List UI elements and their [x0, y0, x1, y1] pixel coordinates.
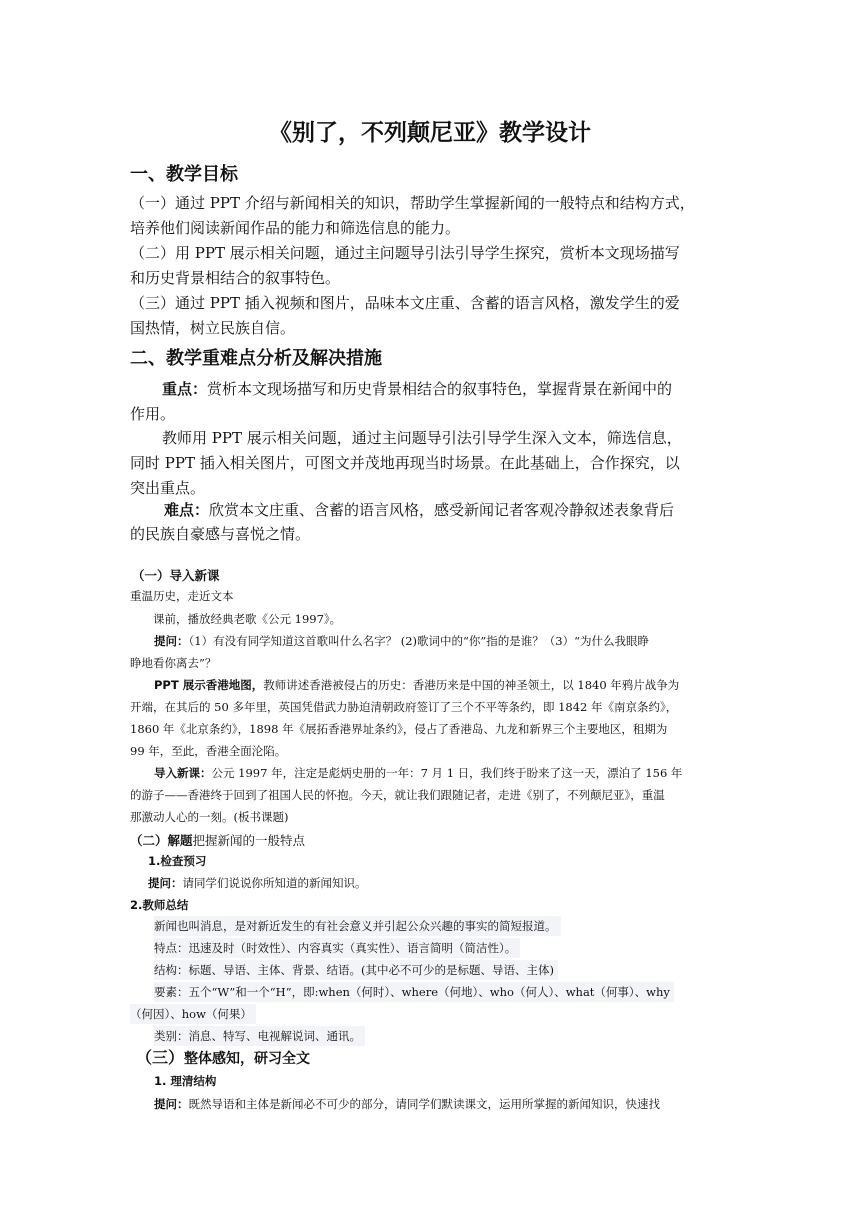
- new-lesson-line-3: 那激动人心的一刻。(板书课题): [130, 810, 289, 824]
- teacher-summary-heading: 2.教师总结: [130, 898, 189, 912]
- goal-line-3: （二）用 PPT 展示相关问题，通过主问题导引法引导学生探究，赏析本文现场描写: [130, 244, 680, 262]
- check-preview-heading: 1.检查预习: [148, 854, 207, 868]
- section-heading-goals: 一、教学目标: [130, 164, 238, 185]
- difficult-point-label: 难点：: [164, 501, 210, 519]
- new-lesson-label: 导入新课：: [154, 766, 212, 780]
- part1-question-line-1: [154, 633, 649, 649]
- key-point-line-2: 作用。: [130, 405, 176, 423]
- key-point-label: 重点：: [162, 380, 208, 398]
- difficult-point-line-1: [164, 499, 674, 520]
- part1-intro: 课前，播放经典老歌《公元 1997》。: [153, 612, 342, 626]
- new-lesson-line-2: 的游子——香港终于回到了祖国人民的怀抱。今天，就让我们跟随记者，走进《别了，不列颠尼亚》，重温: [130, 788, 665, 802]
- question-label: 提问：: [154, 634, 189, 648]
- summary-line-1: 新闻也叫消息，是对新近发生的有社会意义并引起公众兴趣的事实的简短报道。: [154, 916, 561, 936]
- ask-text: 请同学们说说你所知道的新闻知识。: [182, 876, 367, 890]
- part2-heading-prefix: （二）: [130, 833, 168, 848]
- ppt-text: 教师讲述香港被侵占的历史：香港历来是中国的神圣领土，以 1840 年鸦片战争为: [263, 678, 680, 692]
- summary-line-5: （何因）、how（何果）: [130, 1004, 256, 1024]
- goal-line-2: 培养他们阅读新闻作品的能力和筛选信息的能力。: [130, 219, 461, 237]
- part1-subheading: 重温历史，走近文本: [130, 589, 234, 603]
- ppt-line-2: 开端，在其后的 50 多年里，英国凭借武力胁迫清朝政府签订了三个不平等条约，即 1842 年《南京条约》，: [130, 700, 678, 714]
- part2-heading-bold: 解题: [167, 833, 193, 848]
- new-lesson-line-1: [154, 765, 682, 781]
- ask-line: [148, 875, 367, 891]
- ask-label: 提问：: [148, 876, 183, 890]
- question-text: （1）有没有同学知道这首歌叫什么名字？ (2)歌词中的“你”指的是谁？（3）“为什么我眼睁: [188, 634, 649, 648]
- section-heading-key-points: 二、教学重难点分析及解决措施: [130, 348, 382, 369]
- ppt-line-3: 1860 年《北京条约》，1898 年《展拓香港界址条约》，侵占了香港岛、九龙和新界三个主要地区，租期为: [130, 722, 668, 736]
- part3-question-label: 提问：: [154, 1097, 189, 1111]
- goal-line-4: 和历史背景相结合的叙事特色。: [130, 269, 341, 287]
- summary-line-3: 结构：标题、导语、主体、背景、结语。(其中必不可少的是标题、导语、主体): [154, 960, 558, 980]
- part3-heading-prefix: （三）: [136, 1048, 185, 1067]
- new-lesson-text: 公元 1997 年，注定是彪炳史册的一年：7 月 1 日，我们终于盼来了这一天，漂泊了 156 年: [211, 766, 683, 780]
- part1-heading: （一）导入新课: [132, 568, 220, 583]
- ppt-label: PPT 展示香港地图，: [154, 678, 264, 692]
- goal-line-1: （一）通过 PPT 介绍与新闻相关的知识，帮助学生掌握新闻的一般特点和结构方式，: [130, 194, 695, 212]
- method-line-2: 同时 PPT 插入相关图片，可图文并茂地再现当时场景。在此基础上，合作探究，以: [130, 454, 680, 472]
- ppt-line-4: 99 年，至此，香港全面沦陷。: [130, 744, 287, 758]
- method-line-3: 突出重点。: [130, 479, 206, 497]
- part3-heading-rest: 整体感知，研习全文: [184, 1051, 311, 1067]
- summary-line-6: 类别：消息、特写、电视解说词、通讯。: [154, 1026, 365, 1046]
- key-point-text: 赏析本文现场描写和历史背景相结合的叙事特色，掌握背景在新闻中的: [207, 380, 673, 398]
- part3-subheading: 1. 理清结构: [154, 1074, 217, 1088]
- part2-heading-rest: 把握新闻的一般特点: [192, 833, 306, 848]
- difficult-point-text: 欣赏本文庄重、含蓄的语言风格，感受新闻记者客观冷静叙述表象背后: [209, 501, 675, 519]
- summary-line-4: 要素：五个“W”和一个“H”，即:when（何时）、where（何地）、who（何人）、what（何事）、why: [154, 982, 674, 1002]
- difficult-point-line-2: 的民族自豪感与喜悦之情。: [130, 525, 311, 543]
- goal-line-6: 国热情，树立民族自信。: [130, 319, 296, 337]
- summary-line-2: 特点：迅速及时（时效性）、内容真实（真实性）、语言简明（简洁性）。: [154, 938, 520, 958]
- part3-question-line: [154, 1096, 660, 1112]
- goal-line-5: （三）通过 PPT 插入视频和图片，品味本文庄重、含蓄的语言风格，激发学生的爱: [130, 294, 680, 312]
- part3-heading: [136, 1045, 310, 1068]
- ppt-line-1: [154, 677, 679, 693]
- part2-heading: [130, 831, 305, 849]
- part3-question-text: 既然导语和主体是新闻必不可少的部分，请同学们默读课文，运用所掌握的新闻知识，快速找: [188, 1097, 660, 1111]
- part1-question-line-2: 睁地看你离去”？: [130, 656, 217, 670]
- document-title: 《别了，不列颠尼亚》教学设计: [269, 120, 591, 146]
- key-point-line-1: [162, 378, 672, 399]
- method-line-1: 教师用 PPT 展示相关问题，通过主问题导引法引导学生深入文本，筛选信息，: [162, 429, 682, 447]
